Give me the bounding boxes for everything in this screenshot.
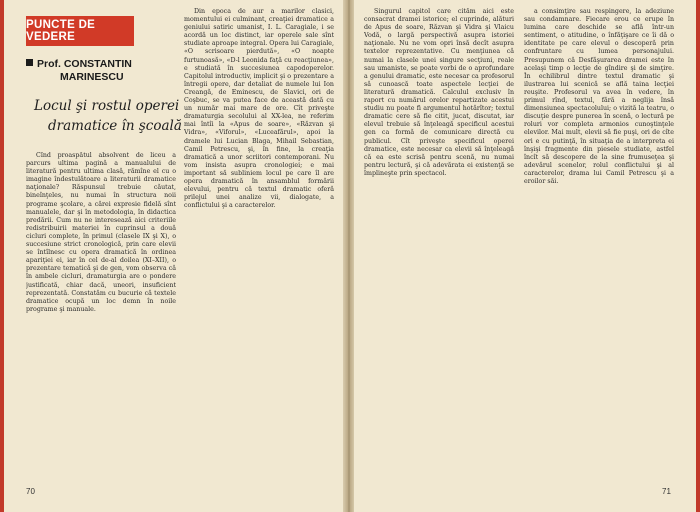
author-line1: Prof. CONSTANTIN bbox=[37, 58, 132, 70]
left-page bbox=[4, 0, 346, 512]
title-line2: dramatice în şcoală bbox=[48, 118, 182, 134]
bullet-square-icon bbox=[26, 59, 33, 66]
author-line2: MARINESCU bbox=[60, 71, 124, 83]
page-edge-right bbox=[696, 0, 700, 512]
title-line1: Locul şi rostul operei bbox=[34, 98, 180, 114]
left-column-1 bbox=[26, 152, 176, 474]
right-column-2 bbox=[524, 8, 674, 476]
right-page bbox=[354, 0, 698, 512]
paragraph: Din epoca de aur a marilor clasici, momentului ei culminant, creaţiei dramatice a geniului satiric umanist, I. L. Caragiale, i se acordă un loc distinct, iar operele sale sînt studiate aproape integral. Opera lui Caragiale, «O scrisoare pierdută», «O noapte furtunoasă», «D-l Leonida faţă cu reacţiunea», e studiată în succesiunea capodoperelor. Capitolul introductiv, implicit şi o prezentare a întregii opere, dar detaliat de numele lui Ion Creangă, de Eminescu, de Slavici, ori de Coşbuc, se va putea face de această dată cu un număr mai mare de ore. Cît priveşte dramaturgia secolului al XX-lea, ne referim mai întîi la «Apus de soare», «Răzvan şi Vidra», «Viforul», «Luceafărul», apoi la dramele lui Lucian Blaga, Mihail Sebastian, Camil Petrescu, şi, în fine, la creaţia dramatică a unor scriitori contemporani. Nu vom insista asupra cronologiei; e mai important să subliniem locul pe care îl are opera dramatică în ansamblul formării elevului, pentru că textul dramatic oferă prilejul unei analize vii, dialogate, a conflictului şi a caracterelor. bbox=[184, 8, 334, 210]
article-title bbox=[34, 96, 184, 136]
author-byline bbox=[26, 58, 132, 84]
paragraph: a consimţire sau respingere, la adeziune sau condamnare. Fiecare erou ce erupe în lumina care deschide se află într-un sentiment, o atitudine, o înfăţişare ce îi dă o identitate pe care elevul o descoperă prin confruntare cu lumea personajului. Presupunem că Desfăşurarea dramei este în acelaşi timp o lecţie de gîndire şi de simţire. În echilibrul dintre textul dramatic şi ilustrarea lui scenică se află taina lecţiei reuşite. Profesorul va avea în vedere, în primul rînd, textul, fără a neglija însă dimensiunea spectacolului; o vizită la teatru, o discuţie despre punerea în scenă, o lectură pe roluri vor completa armonios cunoştinţele elevilor. Mai mult, elevii să fie puşi, ori de cîte ori e cu putinţă, în situaţia de a interpreta ei înşişi fragmente din piesele studiate, astfel încît să descopere de la sine frumuseţea şi adevărul scenelor, rolul conflictului şi al caracterelor, drama lui Camil Petrescu şi a eroilor săi. bbox=[524, 8, 674, 185]
paragraph: Cînd proaspătul absolvent de liceu a parcurs ultima pagină a manualului de literatură pentru ultima clasă, rămîne el cu o imagine îndestulătoare a literaturii dramatice naţionale? Răspunsul trebuie căutat, bineînţeles, nu numai în structura noii programe şcolare, a cărei expresie fidelă sînt manualele, dar şi în metodologia, în didactica predării. Cum nu ne interesează aici criteriile redistribuirii materiei în cuprinsul a două cicluri complete, în primul (clasele IX şi X), o succesiune strict cronologică, prin care elevii se întîlnesc cu opera dramatică în ordinea apariţiei ei, iar în cel de-al doilea (XI–XII), o prezentare tematică şi de gen, vom observa că în ambele cicluri, dramaturgia are o pondere justificată, chiar dacă, uneori, insuficient reprezentată. Constatăm cu bucurie că textele dramatice ocupă un loc demn în noile programe şi manuale. bbox=[26, 152, 176, 313]
page-number-left: 70 bbox=[26, 487, 35, 496]
page-number-right: 71 bbox=[662, 487, 671, 496]
section-rubric: PUNCTE DE VEDERE bbox=[26, 16, 134, 46]
paragraph: Singurul capitol care cităm aici este consacrat dramei istorice; el cuprinde, alături de Apus de soare, Răzvan şi Vidra şi Vlaicu Vodă, o largă perspectivă asupra istoriei naţionale. Nu ne vom opri însă decît asupra textelor reprezentative. Cu menţiunea că numai la clasele unei singure secţiuni, reale sau umaniste, se poate vorbi de o aprofundare a genului dramatic, este necesar ca profesorul să cunoască toate aspectele lecţiei de literatură dramatică. Calculul exclusiv în raport cu numărul orelor repartizate acestui studiu nu poate fi argumentul hotărîtor; textul dramatic cere să fie citit, jucat, discutat, iar elevul trebuie să înţeleagă specificul acestui gen ca formă de comunicare directă cu publicul. Cît priveşte specificul operei dramatice, este necesar ca elevii să înţeleagă că ea este scrisă pentru scenă, nu numai pentru lectură, şi că adevărata ei existenţă se împlineşte prin spectacol. bbox=[364, 8, 514, 177]
left-column-2 bbox=[184, 8, 334, 476]
right-column-1 bbox=[364, 8, 514, 476]
